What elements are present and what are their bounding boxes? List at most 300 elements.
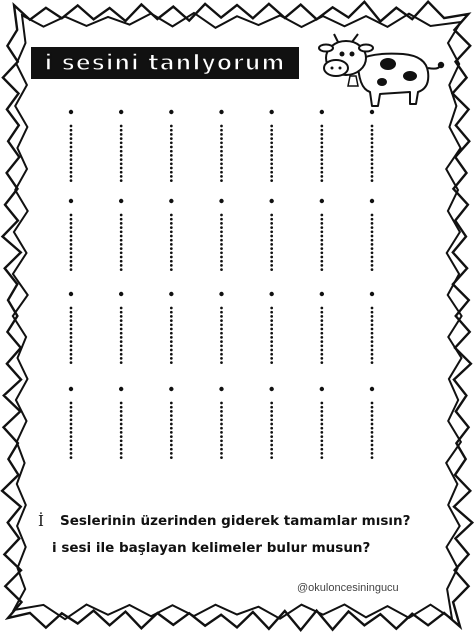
stem-dot	[371, 311, 374, 314]
letter-i-dot	[69, 199, 73, 203]
stem-dot	[320, 423, 323, 426]
stem-dot	[170, 167, 173, 170]
stem-dot	[270, 349, 273, 352]
stem-dot	[70, 222, 73, 225]
stem-dot	[170, 328, 173, 331]
dotted-letter-i	[119, 110, 123, 182]
instruction-trace: Seslerinin üzerinden giderek tamamlar mısın?	[60, 513, 411, 529]
stem-dot	[170, 435, 173, 438]
stem-dot	[70, 230, 73, 233]
stem-dot	[371, 435, 374, 438]
stem-dot	[70, 452, 73, 455]
stem-dot	[70, 349, 73, 352]
stem-dot	[320, 167, 323, 170]
stem-dot	[220, 243, 223, 246]
instruction-bullet: İ	[38, 512, 44, 530]
stem-dot	[220, 418, 223, 421]
stem-dot	[270, 137, 273, 140]
stem-dot	[270, 247, 273, 250]
stem-dot	[170, 361, 173, 364]
stem-dot	[70, 256, 73, 259]
stem-dot	[120, 406, 123, 409]
dotted-letter-i	[370, 110, 374, 182]
stem-dot	[320, 431, 323, 434]
stem-dot	[170, 402, 173, 405]
stem-dot	[270, 150, 273, 153]
stem-dot	[320, 137, 323, 140]
stem-dot	[70, 133, 73, 136]
stem-dot	[170, 171, 173, 174]
stem-dot	[371, 357, 374, 360]
stem-dot	[220, 222, 223, 225]
stem-dot	[270, 439, 273, 442]
letter-i-dot	[69, 387, 73, 391]
stem-dot	[371, 410, 374, 413]
dotted-letter-i	[219, 292, 223, 364]
dotted-letter-i	[370, 292, 374, 364]
stem-dot	[120, 146, 123, 149]
stem-dot	[70, 239, 73, 242]
stem-dot	[220, 141, 223, 144]
stem-dot	[220, 179, 223, 182]
stem-dot	[220, 133, 223, 136]
stem-dot	[270, 410, 273, 413]
stem-dot	[220, 175, 223, 178]
stem-dot	[320, 418, 323, 421]
stem-dot	[371, 146, 374, 149]
stem-dot	[270, 328, 273, 331]
stem-dot	[170, 154, 173, 157]
stem-dot	[120, 214, 123, 217]
letter-i-dot	[269, 292, 273, 296]
stem-dot	[371, 452, 374, 455]
stem-dot	[70, 431, 73, 434]
dotted-letter-i	[69, 292, 73, 364]
letter-i-dot	[169, 110, 173, 114]
stem-dot	[70, 251, 73, 254]
stem-dot	[120, 268, 123, 271]
stem-dot	[170, 179, 173, 182]
stem-dot	[70, 243, 73, 246]
stem-dot	[70, 264, 73, 267]
stem-dot	[371, 332, 374, 335]
stem-dot	[120, 410, 123, 413]
stem-dot	[320, 336, 323, 339]
stem-dot	[270, 167, 273, 170]
stem-dot	[70, 214, 73, 217]
stem-dot	[170, 418, 173, 421]
stem-dot	[270, 423, 273, 426]
stem-dot	[70, 154, 73, 157]
stem-dot	[220, 137, 223, 140]
stem-dot	[70, 444, 73, 447]
stem-dot	[120, 439, 123, 442]
stem-dot	[170, 444, 173, 447]
stem-dot	[371, 414, 374, 417]
stem-dot	[220, 336, 223, 339]
stem-dot	[220, 456, 223, 459]
stem-dot	[270, 406, 273, 409]
stem-dot	[70, 171, 73, 174]
stem-dot	[320, 154, 323, 157]
stem-dot	[120, 239, 123, 242]
stem-dot	[320, 268, 323, 271]
stem-dot	[371, 162, 374, 165]
stem-dot	[70, 357, 73, 360]
letter-i-dot	[370, 110, 374, 114]
stem-dot	[170, 336, 173, 339]
stem-dot	[120, 402, 123, 405]
stem-dot	[120, 431, 123, 434]
letter-i-dot	[320, 292, 324, 296]
letter-i-dot	[370, 199, 374, 203]
stem-dot	[170, 125, 173, 128]
stem-dot	[270, 332, 273, 335]
stem-dot	[320, 129, 323, 132]
letter-i-dot	[169, 387, 173, 391]
stem-dot	[270, 175, 273, 178]
stem-dot	[220, 410, 223, 413]
stem-dot	[220, 311, 223, 314]
stem-dot	[371, 154, 374, 157]
stem-dot	[320, 222, 323, 225]
stem-dot	[220, 247, 223, 250]
stem-dot	[320, 133, 323, 136]
stem-dot	[170, 319, 173, 322]
stem-dot	[371, 235, 374, 238]
stem-dot	[320, 247, 323, 250]
stem-dot	[270, 414, 273, 417]
stem-dot	[70, 150, 73, 153]
stem-dot	[270, 323, 273, 326]
stem-dot	[220, 435, 223, 438]
stem-dot	[220, 431, 223, 434]
dotted-letter-i	[219, 110, 223, 182]
stem-dot	[170, 357, 173, 360]
stem-dot	[70, 158, 73, 161]
stem-dot	[371, 353, 374, 356]
instruction-find-words: i sesi ile başlayan kelimeler bulur musun?	[52, 540, 371, 556]
stem-dot	[270, 357, 273, 360]
stem-dot	[170, 175, 173, 178]
stem-dot	[170, 315, 173, 318]
stem-dot	[270, 344, 273, 347]
stem-dot	[320, 307, 323, 310]
stem-dot	[270, 256, 273, 259]
letter-i-dot	[219, 110, 223, 114]
stem-dot	[70, 311, 73, 314]
stem-dot	[320, 256, 323, 259]
stem-dot	[371, 251, 374, 254]
stem-dot	[70, 344, 73, 347]
stem-dot	[120, 344, 123, 347]
letter-i-dot	[169, 199, 173, 203]
stem-dot	[120, 336, 123, 339]
stem-dot	[220, 423, 223, 426]
stem-dot	[270, 336, 273, 339]
letter-i-dot	[320, 199, 324, 203]
stem-dot	[170, 456, 173, 459]
stem-dot	[320, 146, 323, 149]
stem-dot	[320, 427, 323, 430]
stem-dot	[120, 328, 123, 331]
stem-dot	[170, 264, 173, 267]
stem-dot	[320, 150, 323, 153]
stem-dot	[120, 230, 123, 233]
stem-dot	[270, 230, 273, 233]
stem-dot	[220, 414, 223, 417]
stem-dot	[371, 431, 374, 434]
stem-dot	[270, 448, 273, 451]
stem-dot	[270, 319, 273, 322]
stem-dot	[371, 336, 374, 339]
stem-dot	[120, 141, 123, 144]
stem-dot	[270, 179, 273, 182]
stem-dot	[320, 171, 323, 174]
stem-dot	[270, 154, 273, 157]
stem-dot	[371, 256, 374, 259]
stem-dot	[320, 410, 323, 413]
stem-dot	[371, 125, 374, 128]
stem-dot	[270, 218, 273, 221]
stem-dot	[320, 214, 323, 217]
letter-i-dot	[370, 387, 374, 391]
dotted-letter-i	[119, 199, 123, 271]
stem-dot	[371, 406, 374, 409]
stem-dot	[170, 247, 173, 250]
dotted-letter-i	[370, 387, 374, 459]
stem-dot	[70, 456, 73, 459]
stem-dot	[270, 311, 273, 314]
stem-dot	[170, 431, 173, 434]
stem-dot	[270, 239, 273, 242]
dotted-letter-i	[69, 387, 73, 459]
dotted-letter-i	[169, 387, 173, 459]
dotted-letter-i	[169, 110, 173, 182]
stem-dot	[220, 444, 223, 447]
stem-dot	[371, 158, 374, 161]
stem-dot	[270, 235, 273, 238]
stem-dot	[320, 239, 323, 242]
stem-dot	[371, 319, 374, 322]
stem-dot	[270, 418, 273, 421]
stem-dot	[371, 315, 374, 318]
stem-dot	[371, 171, 374, 174]
stem-dot	[220, 340, 223, 343]
stem-dot	[220, 315, 223, 318]
stem-dot	[270, 214, 273, 217]
stem-dot	[320, 218, 323, 221]
stem-dot	[320, 452, 323, 455]
stem-dot	[270, 315, 273, 318]
stem-dot	[70, 268, 73, 271]
stem-dot	[220, 353, 223, 356]
stem-dot	[220, 448, 223, 451]
stem-dot	[220, 427, 223, 430]
stem-dot	[170, 158, 173, 161]
stem-dot	[170, 344, 173, 347]
dotted-letter-i	[219, 387, 223, 459]
stem-dot	[371, 243, 374, 246]
stem-dot	[220, 171, 223, 174]
stem-dot	[120, 414, 123, 417]
stem-dot	[120, 171, 123, 174]
stem-dot	[270, 307, 273, 310]
stem-dot	[270, 162, 273, 165]
stem-dot	[371, 423, 374, 426]
stem-dot	[371, 137, 374, 140]
stem-dot	[170, 427, 173, 430]
stem-dot	[270, 340, 273, 343]
stem-dot	[320, 311, 323, 314]
stem-dot	[320, 328, 323, 331]
stem-dot	[70, 179, 73, 182]
stem-dot	[120, 315, 123, 318]
stem-dot	[170, 268, 173, 271]
stem-dot	[170, 311, 173, 314]
stem-dot	[120, 154, 123, 157]
stem-dot	[220, 344, 223, 347]
stem-dot	[170, 332, 173, 335]
stem-dot	[70, 167, 73, 170]
stem-dot	[120, 319, 123, 322]
stem-dot	[371, 260, 374, 263]
stem-dot	[70, 353, 73, 356]
stem-dot	[220, 239, 223, 242]
stem-dot	[170, 137, 173, 140]
stem-dot	[371, 349, 374, 352]
stem-dot	[120, 179, 123, 182]
dotted-letter-i	[119, 292, 123, 364]
stem-dot	[270, 243, 273, 246]
stem-dot	[70, 336, 73, 339]
stem-dot	[270, 226, 273, 229]
stem-dot	[120, 423, 123, 426]
stem-dot	[120, 349, 123, 352]
stem-dot	[270, 125, 273, 128]
stem-dot	[120, 226, 123, 229]
stem-dot	[270, 141, 273, 144]
stem-dot	[270, 158, 273, 161]
stem-dot	[371, 239, 374, 242]
stem-dot	[120, 158, 123, 161]
letter-i-dot	[219, 199, 223, 203]
letter-i-dot	[119, 292, 123, 296]
stem-dot	[270, 361, 273, 364]
stem-dot	[320, 361, 323, 364]
stem-dot	[270, 146, 273, 149]
dotted-letter-i	[69, 199, 73, 271]
stem-dot	[120, 456, 123, 459]
stem-dot	[170, 251, 173, 254]
stem-dot	[220, 319, 223, 322]
stem-dot	[170, 222, 173, 225]
stem-dot	[220, 214, 223, 217]
stem-dot	[70, 328, 73, 331]
stem-dot	[371, 268, 374, 271]
dotted-letter-i	[219, 199, 223, 271]
stem-dot	[120, 133, 123, 136]
dotted-letter-i	[169, 199, 173, 271]
stem-dot	[371, 439, 374, 442]
stem-dot	[371, 402, 374, 405]
letter-i-dot	[119, 387, 123, 391]
stem-dot	[120, 452, 123, 455]
dotted-letter-i	[370, 199, 374, 271]
stem-dot	[170, 353, 173, 356]
stem-dot	[371, 214, 374, 217]
stem-dot	[270, 129, 273, 132]
stem-dot	[371, 222, 374, 225]
stem-dot	[70, 235, 73, 238]
stem-dot	[120, 222, 123, 225]
stem-dot	[220, 452, 223, 455]
stem-dot	[371, 361, 374, 364]
stem-dot	[270, 133, 273, 136]
stem-dot	[371, 427, 374, 430]
stem-dot	[220, 268, 223, 271]
stem-dot	[320, 357, 323, 360]
stem-dot	[220, 439, 223, 442]
stem-dot	[220, 146, 223, 149]
stem-dot	[120, 125, 123, 128]
stem-dot	[220, 307, 223, 310]
stem-dot	[371, 226, 374, 229]
stem-dot	[70, 406, 73, 409]
stem-dot	[70, 439, 73, 442]
stem-dot	[220, 264, 223, 267]
stem-dot	[220, 158, 223, 161]
dotted-letter-i	[269, 387, 273, 459]
stem-dot	[270, 435, 273, 438]
stem-dot	[320, 456, 323, 459]
stem-dot	[170, 260, 173, 263]
stem-dot	[371, 167, 374, 170]
stem-dot	[120, 235, 123, 238]
stem-dot	[270, 268, 273, 271]
stem-dot	[120, 361, 123, 364]
stem-dot	[70, 137, 73, 140]
stem-dot	[320, 435, 323, 438]
stem-dot	[120, 218, 123, 221]
stem-dot	[220, 235, 223, 238]
stem-dot	[371, 323, 374, 326]
stem-dot	[320, 251, 323, 254]
dotted-letter-i	[320, 199, 324, 271]
stem-dot	[220, 361, 223, 364]
stem-dot	[70, 315, 73, 318]
letter-i-dot	[320, 110, 324, 114]
stem-dot	[270, 402, 273, 405]
stem-dot	[70, 260, 73, 263]
stem-dot	[371, 418, 374, 421]
dotted-letter-i	[169, 292, 173, 364]
stem-dot	[320, 414, 323, 417]
stem-dot	[70, 410, 73, 413]
stem-dot	[270, 427, 273, 430]
stem-dot	[371, 129, 374, 132]
letter-i-dot	[169, 292, 173, 296]
stem-dot	[120, 307, 123, 310]
stem-dot	[320, 230, 323, 233]
stem-dot	[120, 247, 123, 250]
stem-dot	[220, 406, 223, 409]
stem-dot	[170, 141, 173, 144]
stem-dot	[220, 150, 223, 153]
stem-dot	[170, 226, 173, 229]
stem-dot	[320, 406, 323, 409]
stem-dot	[70, 129, 73, 132]
